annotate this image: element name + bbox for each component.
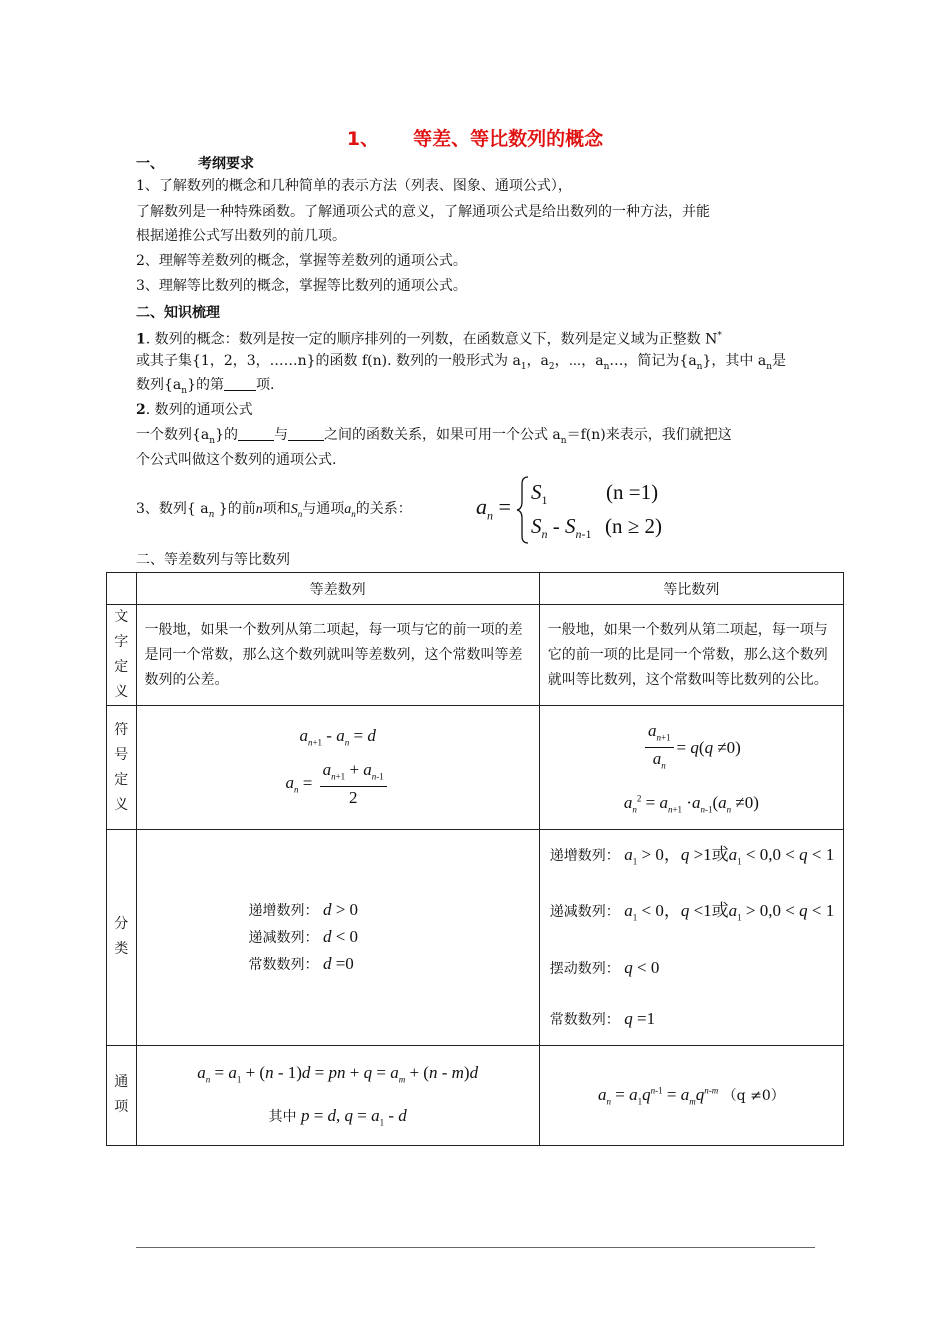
- row-label-classification: 分 类: [107, 830, 137, 1046]
- section1-item1-cont-a: 了解数列是一种特殊函数。了解通项公式的意义，了解通项公式是给出数列的一种方法，并能: [136, 204, 710, 220]
- page-title: 1、 等差、等比数列的概念: [346, 128, 604, 150]
- fill-blank[interactable]: [238, 426, 274, 441]
- comparison-table: [106, 572, 844, 1146]
- arith-general-term: $a_n = a_1 + (n - 1)d$ = pn + $q = a_m + (n - m)d$ 其中 p = d, $q = a_1 - d$: [136, 1045, 539, 1145]
- piecewise-cond1: (n =1): [606, 480, 659, 504]
- table-corner-cell: [107, 573, 137, 605]
- piecewise-lhs: $a_n$ =: [476, 494, 511, 523]
- piecewise-case2: $S_n - S_{n-1}$: [531, 514, 592, 542]
- piecewise-cond2: (n ≥ 2): [605, 514, 663, 538]
- row-label-text-definition: 文 字 定 义: [107, 605, 137, 706]
- arith-classification: 递增数列： d > 0 递减数列： d < 0 常数数列： d =0: [136, 830, 539, 1046]
- section1-item1: 1、了解数列的概念和几种简单的表示方法（列表、图象、通项公式），: [136, 178, 572, 194]
- section2-heading: 二、知识梳理: [136, 305, 220, 321]
- table-row: [107, 830, 844, 1046]
- row-label-general-term: 通 项: [107, 1045, 137, 1145]
- para3-line: 3、数列{ $a_n$ }的前n项和$S_n$与通项$a_n$的关系：: [136, 501, 412, 520]
- section1-heading: 一、 考纲要求: [136, 156, 254, 172]
- section1-item1-cont-b: 根据递推公式写出数列的前几项。: [136, 228, 346, 244]
- para2-line2: 个公式叫做这个数列的通项公式.: [136, 452, 337, 468]
- section3-heading: 二、等差数列与等比数列: [136, 552, 290, 568]
- para1-line3: 数列$\{a_n\}$的第 项.: [136, 377, 275, 396]
- para1-line1: 1. 数列的概念：数列是按一定的顺序排列的一列数，在函数意义下，数列是定义域为正整数 N*: [136, 331, 722, 348]
- section1-item3: 3、理解等比数列的概念，掌握等比数列的通项公式。: [136, 278, 467, 294]
- table-header-row: [107, 573, 844, 605]
- section1-item2: 2、理解等差数列的概念，掌握等差数列的通项公式。: [136, 253, 467, 269]
- fill-blank[interactable]: [288, 426, 324, 441]
- para1-line2: 或其子集{1，2，3，……n}的函数 f(n). 数列的一般形式为 $a_1$，$a_2$，⋯，$a_n\dots$，简记为$\{a_n\}$，其中 $a_n$是: [136, 353, 786, 372]
- geo-general-term: $a_n = a_1q^{n-1} = a_mq^{n-m}$ （q ≠0）: [539, 1045, 843, 1145]
- brace-icon: [516, 476, 530, 544]
- piecewise-case1: $S_1$: [531, 480, 548, 508]
- arith-symbol-definition: $a_{n+1} - a_n = d$ $a_n$ = $\frac{a_{n+1} + a_{n-1}}{2}$: [136, 706, 539, 830]
- fill-blank[interactable]: [224, 376, 256, 391]
- para2-line1: 一个数列$\{a_n\}$的 与 之间的函数关系，如果可用一个公式 $a_n=f(n)$来表示，我们就把这: [136, 427, 732, 446]
- geo-symbol-definition: $\frac{a_{n+1}}{a_n}$ = q(q ≠0) $a_n^2 = a_{n+1} \cdot a_{n-1}(a_n \ne 0)$: [539, 706, 843, 830]
- row-label-symbol-definition: 符 号 定 义: [107, 706, 137, 830]
- geo-classification: 递增数列： $a_1 > 0$，q >1或$a_1 < 0,0 < q < 1$ 递减数列： $a_1 < 0$，q <1或$a_1 > 0,0 < q < 1$ 摆动数列： q < 0 常数数列： q =1: [539, 830, 843, 1046]
- para2-title: 2. 数列的通项公式: [136, 402, 253, 418]
- col-header-arithmetic: 等差数列: [136, 573, 539, 605]
- table-row: [107, 605, 844, 706]
- footer-divider: [136, 1247, 815, 1248]
- arith-text-definition: 一般地，如果一个数列从第二项起，每一项与它的前一项的差是同一个常数，那么这个数列就叫等差数列，这个常数叫等差数列的公差。: [136, 605, 539, 706]
- geo-text-definition: 一般地，如果一个数列从第二项起，每一项与它的前一项的比是同一个常数，那么这个数列就叫等比数列，这个常数叫等比数列的公比。: [539, 605, 843, 706]
- table-row: [107, 1045, 844, 1145]
- col-header-geometric: 等比数列: [539, 573, 843, 605]
- table-row: [107, 706, 844, 830]
